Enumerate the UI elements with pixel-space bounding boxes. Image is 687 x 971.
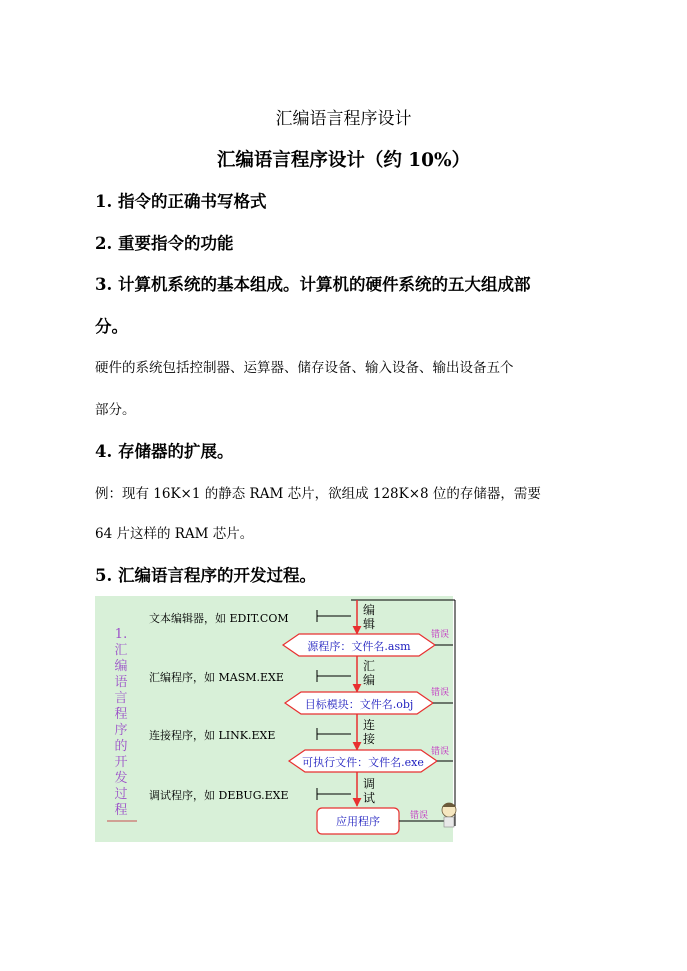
step-assemble-char2: 编 bbox=[363, 673, 376, 687]
section-4-heading: 4. 存储器的扩展。 bbox=[95, 442, 234, 461]
document-title: 汇编语言程序设计（约 10%） bbox=[216, 150, 471, 171]
sidebar-char: 的 bbox=[114, 739, 128, 754]
cartoon-figure-icon bbox=[442, 803, 456, 827]
error-label: 错误 bbox=[410, 811, 429, 821]
sidebar-char: 言 bbox=[114, 691, 128, 706]
sidebar-char: 过 bbox=[114, 787, 128, 802]
file-node-source bbox=[283, 634, 435, 656]
sidebar-char: 编 bbox=[114, 659, 128, 674]
sidebar-char: 开 bbox=[114, 755, 128, 770]
diagram-panel bbox=[95, 596, 453, 842]
step-link-char1: 连 bbox=[363, 718, 376, 732]
tool-label-debugger: 调试程序，如 DEBUG.EXE bbox=[149, 789, 289, 802]
section-5-heading: 5. 汇编语言程序的开发过程。 bbox=[95, 566, 316, 585]
step-debug-char2: 试 bbox=[363, 791, 376, 805]
step-link-char2: 接 bbox=[363, 732, 376, 746]
file-node-object bbox=[285, 692, 433, 714]
sidebar-char: 发 bbox=[114, 771, 128, 786]
section-3-body-line2: 部分。 bbox=[95, 402, 136, 418]
error-label: 错误 bbox=[431, 688, 450, 698]
file-node-executable bbox=[289, 750, 437, 772]
tool-label-linker: 连接程序，如 LINK.EXE bbox=[149, 729, 276, 742]
tool-label-assembler: 汇编程序，如 MASM.EXE bbox=[149, 671, 284, 684]
section-4-body-line1: 例：现有 16K×1 的静态 RAM 芯片，欲组成 128K×8 位的存储器，需要 bbox=[95, 486, 541, 502]
final-application-node bbox=[317, 808, 399, 834]
step-edit-char1: 编 bbox=[363, 603, 376, 617]
sidebar-char: 汇 bbox=[114, 643, 128, 658]
sidebar-char: 1. bbox=[114, 627, 128, 642]
section-4-body-line2: 64 片这样的 RAM 芯片。 bbox=[95, 526, 254, 542]
sidebar-char: 程 bbox=[114, 803, 128, 818]
sidebar-char: 序 bbox=[114, 723, 128, 738]
section-2-heading: 2. 重要指令的功能 bbox=[95, 234, 234, 253]
error-label: 错误 bbox=[431, 747, 450, 757]
section-1-heading: 1. 指令的正确书写格式 bbox=[95, 192, 267, 211]
error-label: 错误 bbox=[431, 630, 450, 640]
file-label-object: 目标模块：文件名.obj bbox=[304, 698, 414, 711]
page-header-title: 汇编语言程序设计 bbox=[275, 109, 412, 129]
tool-label-editor: 文本编辑器，如 EDIT.COM bbox=[149, 612, 289, 625]
sidebar-vertical-title bbox=[114, 627, 127, 818]
file-label-executable: 可执行文件：文件名.exe bbox=[302, 756, 424, 769]
sidebar-char: 程 bbox=[114, 707, 128, 722]
assembly-development-diagram bbox=[95, 594, 463, 842]
final-application-label: 应用程序 bbox=[336, 815, 380, 828]
step-debug-char1: 调 bbox=[363, 777, 376, 791]
file-label-source: 源程序：文件名.asm bbox=[307, 640, 411, 653]
section-3-body-line1: 硬件的系统包括控制器、运算器、储存设备、输入设备、输出设备五个 bbox=[95, 360, 514, 376]
step-edit-char2: 辑 bbox=[363, 617, 376, 631]
section-3-heading-line2: 分。 bbox=[95, 317, 128, 336]
sidebar-char: 语 bbox=[114, 675, 128, 690]
step-assemble-char1: 汇 bbox=[363, 659, 376, 673]
section-3-heading-line1: 3. 计算机系统的基本组成。计算机的硬件系统的五大组成部 bbox=[95, 275, 531, 294]
